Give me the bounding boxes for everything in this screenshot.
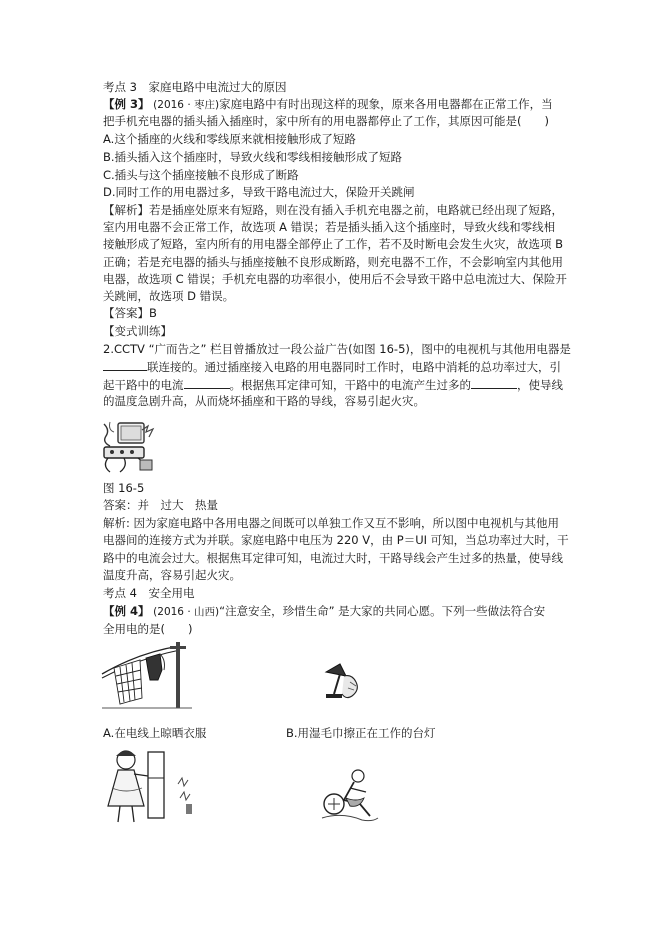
variant-analysis-line-2: 电器间的连接方式为并联。家庭电路中电压为 220 V，由 P＝UI 可知，当总功率过大时，干 <box>103 533 569 547</box>
variant-question-line-3 <box>103 376 563 394</box>
variant-question-line-1: 2.CCTV “广而告之” 栏目曾播放过一段公益广告(如图 16-5)，图中的电视机与其他用电器是 <box>103 342 571 356</box>
figure-16-5-caption: 图 16-5 <box>103 481 145 495</box>
example-3-analysis-line-4: 正确；若是充电器的插头与插座接触不良形成断路，则充电器不工作，不会影响室内其他用 <box>103 255 563 269</box>
answer-blank-1 <box>103 358 147 371</box>
example-3-stem-text-1: 家庭电路中有时出现这样的现象，原来各用电器都在正常工作，当 <box>219 97 553 111</box>
answer-blank-3 <box>471 376 517 389</box>
figure-16-5-tv-socket-illustration <box>98 420 158 474</box>
example-3-tag: 【例 3】 <box>103 97 150 111</box>
variant-training-heading: 【变式训练】 <box>103 324 172 338</box>
option-d-fallen-wire-illustration <box>320 768 380 822</box>
example-3-analysis-line-3: 接触形成了短路，室内所有的用电器全部停止了工作，若不及时断电会发生火灾，故选项 B <box>103 237 564 251</box>
variant-analysis-line-1: 解析: 因为家庭电路中各用电器之间既可以单独工作又互不影响，所以图中电视机与其他用 <box>103 516 560 530</box>
option-c-girl-touching-appliance-illustration <box>100 748 200 826</box>
example-4-option-a: A.在电线上晾晒衣服 <box>103 726 207 740</box>
example-3-option-b: B.插头插入这个插座时，导致火线和零线相接触形成了短路 <box>103 150 403 164</box>
section-3-title: 考点 3 家庭电路中电流过大的原因 <box>103 80 287 94</box>
section-4-title: 考点 4 安全用电 <box>103 586 195 600</box>
example-3-source: (2016 · 枣庄) <box>153 99 220 111</box>
example-3-stem-line-1 <box>103 96 553 114</box>
example-3-option-d: D.同时工作的用电器过多，导致干路电流过大，保险开关跳闸 <box>103 185 415 199</box>
variant-question-text-2: 联连接的。通过插座接入电路的用电器同时工作时，电路中消耗的总功率过大，引 <box>147 360 561 374</box>
variant-question-line-4: 的温度急剧升高，从而烧坏插座和干路的导线，容易引起火灾。 <box>103 394 425 408</box>
variant-question-text-3a: 起干路中的电流 <box>103 378 184 392</box>
example-4-stem-text-1: “注意安全，珍惜生命” 是大家的共同心愿。下列一些做法符合安 <box>219 604 546 618</box>
variant-analysis-line-4: 温度升高，容易引起火灾。 <box>103 568 241 582</box>
example-3-option-a: A.这个插座的火线和零线原来就相接触形成了短路 <box>103 132 356 146</box>
variant-answer: 答案：并 过大 热量 <box>103 498 218 512</box>
variant-question-line-2 <box>103 358 561 376</box>
example-3-analysis-line-2: 室内用电器不会正常工作，故选项 A 错误；若是插头插入这个插座时，导致火线和零线相 <box>103 220 556 234</box>
option-a-clothes-on-wire-illustration <box>100 640 196 710</box>
option-b-wiping-lamp-illustration <box>322 660 364 702</box>
example-3-analysis-line-5: 电器，故选项 C 错误；手机充电器的功率很小，使用后不会导致干路中总电流过大、保险开 <box>103 272 567 286</box>
example-4-stem-line-1 <box>103 603 545 621</box>
example-4-stem-line-2: 全用电的是( ) <box>103 622 193 636</box>
variant-question-text-3c: ，使导线 <box>517 378 563 392</box>
example-3-answer: 【答案】B <box>103 306 157 320</box>
answer-blank-2 <box>184 376 230 389</box>
example-3-analysis-line-1: 【解析】若是插座处原来有短路，则在没有插入手机充电器之前，电路就已经出现了短路， <box>103 203 563 217</box>
example-4-tag: 【例 4】 <box>103 604 150 618</box>
variant-analysis-line-3: 路中的电流会过大。根据焦耳定律可知，电流过大时，干路导线会产生过多的热量，使导线 <box>103 551 563 565</box>
example-4-source: (2016 · 山西) <box>153 606 220 618</box>
example-3-option-c: C.插头与这个插座接触不良形成了断路 <box>103 168 299 182</box>
example-3-analysis-line-6: 关跳闸，故选项 D 错误。 <box>103 289 235 303</box>
example-4-option-b: B.用湿毛巾擦正在工作的台灯 <box>286 726 436 740</box>
example-3-stem-line-2: 把手机充电器的插头插入插座时，家中所有的用电器都停止了工作，其原因可能是( ) <box>103 114 549 128</box>
variant-question-text-3b: 。根据焦耳定律可知，干路中的电流产生过多的 <box>229 378 471 392</box>
